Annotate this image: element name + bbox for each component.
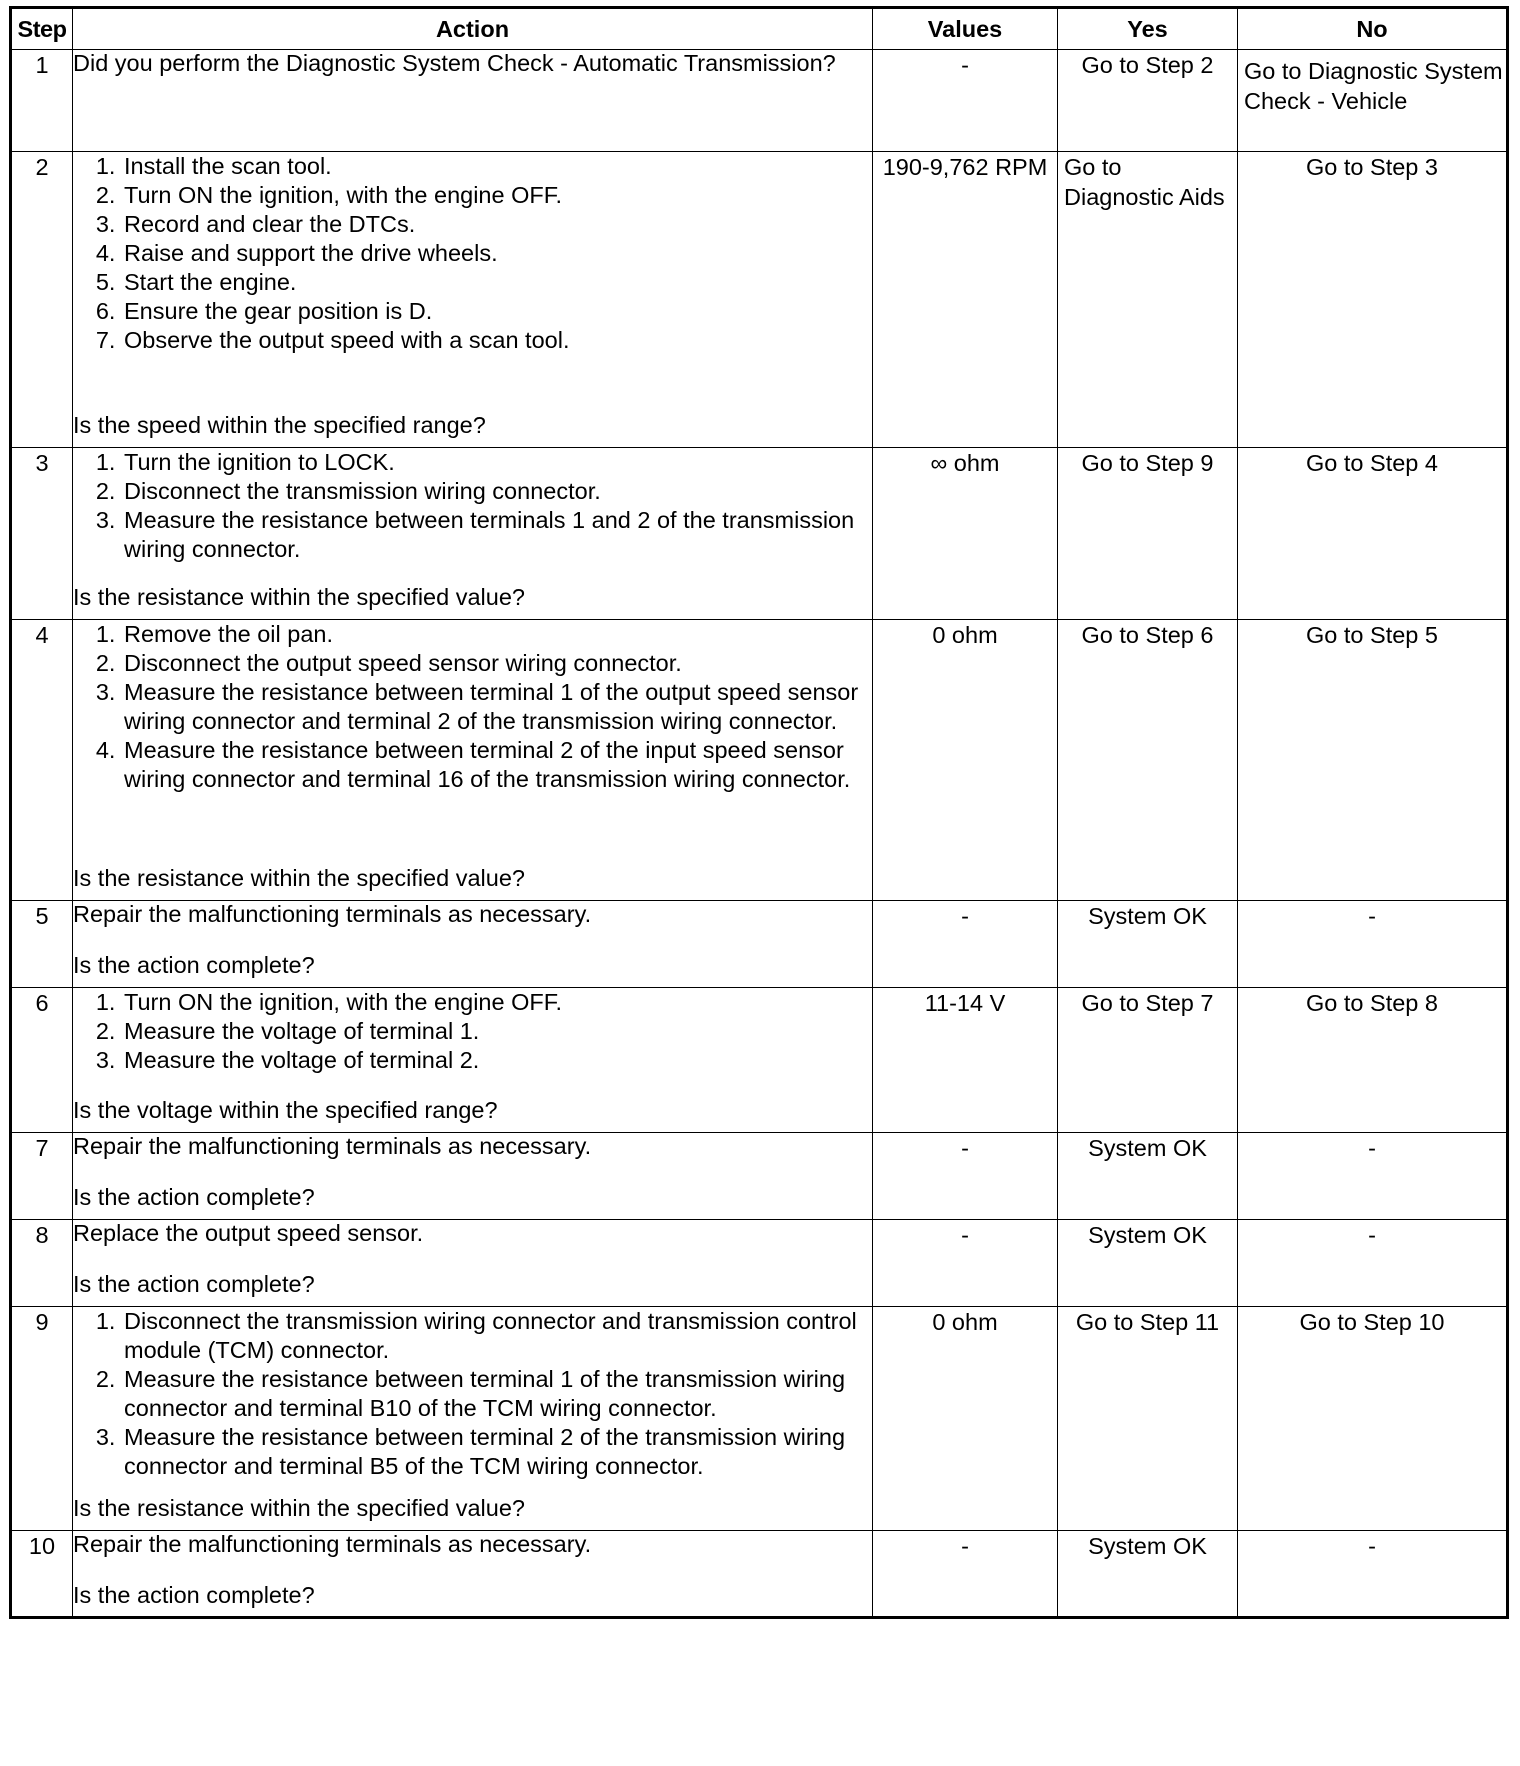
yes-cell: Go to Step 9 [1058,448,1238,620]
diagnostic-table [9,6,1509,1619]
action-intro: Repair the malfunctioning terminals as necessary. [73,1133,592,1159]
no-cell: Go to Diagnostic System Check - Vehicle [1238,50,1508,152]
step-number: 8 [11,1220,73,1307]
step-number: 6 [11,988,73,1133]
table-row [11,1220,1508,1307]
yes-cell: Go to Step 7 [1058,988,1238,1133]
yes-cell: Go to Step 6 [1058,620,1238,901]
values-cell: ∞ ohm [873,448,1058,620]
table-row [11,901,1508,988]
action-question: Is the resistance within the specified value? [73,1495,525,1521]
action-intro: Repair the malfunctioning terminals as necessary. [73,1531,592,1557]
action-step-item: 2. Measure the voltage of terminal 1. [122,1017,872,1046]
yes-cell: System OK [1058,1220,1238,1307]
action-question: Is the speed within the specified range? [73,412,486,438]
no-cell: - [1238,1133,1508,1220]
action-cell [73,901,873,988]
header-values: Values [873,8,1058,50]
step-number: 2 [11,152,73,448]
header-step: Step [11,8,73,50]
values-cell: 190-9,762 RPM [873,152,1058,448]
yes-cell: Go to Step 2 [1058,50,1238,152]
table-row [11,50,1508,152]
table-row [11,1133,1508,1220]
header-yes: Yes [1058,8,1238,50]
action-step-item: 1. Turn the ignition to LOCK. [122,448,872,477]
yes-cell: Go to Diagnostic Aids [1058,152,1238,448]
no-cell: Go to Step 10 [1238,1307,1508,1531]
action-step-item: 3. Record and clear the DTCs. [122,210,872,239]
action-question: Is the resistance within the specified value? [73,865,525,891]
step-number: 10 [11,1531,73,1618]
action-steps-list [73,152,872,355]
yes-cell: System OK [1058,1531,1238,1618]
action-cell [73,988,873,1133]
header-action: Action [73,8,873,50]
action-question: Is the voltage within the specified range? [73,1097,498,1123]
values-cell: 0 ohm [873,620,1058,901]
action-step-item: 4. Measure the resistance between terminal 2 of the input speed sensor wiring connector and terminal 16 of the transmission wiring connector. [122,736,872,794]
action-cell [73,152,873,448]
yes-cell: System OK [1058,901,1238,988]
table-row [11,448,1508,620]
action-step-item: 3. Measure the resistance between terminal 1 of the output speed sensor wiring connector and terminal 2 of the transmission wiring connector. [122,678,872,736]
values-cell: - [873,1531,1058,1618]
action-question: Is the action complete? [73,952,315,978]
action-step-item: 4. Raise and support the drive wheels. [122,239,872,268]
action-intro: Replace the output speed sensor. [73,1220,424,1246]
no-cell: Go to Step 3 [1238,152,1508,448]
action-intro: Did you perform the Diagnostic System Check - Automatic Transmission? [73,50,836,76]
no-cell: Go to Step 8 [1238,988,1508,1133]
step-number: 1 [11,50,73,152]
action-cell [73,1220,873,1307]
action-step-item: 7. Observe the output speed with a scan tool. [122,326,872,355]
action-question: Is the resistance within the specified value? [73,584,525,610]
action-cell [73,1133,873,1220]
step-number: 9 [11,1307,73,1531]
no-cell: Go to Step 4 [1238,448,1508,620]
action-steps-list [73,448,872,564]
action-question: Is the action complete? [73,1271,315,1297]
action-step-item: 3. Measure the resistance between terminals 1 and 2 of the transmission wiring connector. [122,506,872,564]
values-cell: - [873,50,1058,152]
no-cell: Go to Step 5 [1238,620,1508,901]
action-step-item: 2. Disconnect the transmission wiring connector. [122,477,872,506]
action-step-item: 2. Disconnect the output speed sensor wiring connector. [122,649,872,678]
action-question: Is the action complete? [73,1184,315,1210]
no-cell: - [1238,1531,1508,1618]
action-step-item: 5. Start the engine. [122,268,872,297]
action-step-item: 3. Measure the voltage of terminal 2. [122,1046,872,1075]
action-step-item: 1. Remove the oil pan. [122,620,872,649]
action-step-item: 2. Turn ON the ignition, with the engine OFF. [122,181,872,210]
no-cell: - [1238,1220,1508,1307]
values-cell: - [873,901,1058,988]
step-number: 5 [11,901,73,988]
step-number: 7 [11,1133,73,1220]
action-steps-list [73,620,872,794]
action-step-item: 1. Disconnect the transmission wiring connector and transmission control module (TCM) connector. [122,1307,872,1365]
yes-cell: Go to Step 11 [1058,1307,1238,1531]
action-step-item: 1. Install the scan tool. [122,152,872,181]
table-row [11,988,1508,1133]
header-row [11,8,1508,50]
values-cell: - [873,1133,1058,1220]
action-intro: Repair the malfunctioning terminals as necessary. [73,901,592,927]
no-cell: - [1238,901,1508,988]
step-number: 3 [11,448,73,620]
values-cell: 11-14 V [873,988,1058,1133]
action-cell [73,1307,873,1531]
action-step-item: 2. Measure the resistance between terminal 1 of the transmission wiring connector and terminal B10 of the TCM wiring connector. [122,1365,872,1423]
action-cell [73,448,873,620]
table-row [11,620,1508,901]
table-row [11,1531,1508,1618]
action-cell [73,620,873,901]
table-row [11,1307,1508,1531]
header-no: No [1238,8,1508,50]
action-step-item: 3. Measure the resistance between terminal 2 of the transmission wiring connector and terminal B5 of the TCM wiring connector. [122,1423,872,1481]
action-cell [73,50,873,152]
action-step-item: 1. Turn ON the ignition, with the engine OFF. [122,988,872,1017]
diagnostic-table-container [9,6,1509,1619]
values-cell: - [873,1220,1058,1307]
action-question: Is the action complete? [73,1582,315,1608]
action-steps-list [73,988,872,1075]
values-cell: 0 ohm [873,1307,1058,1531]
action-cell [73,1531,873,1618]
step-number: 4 [11,620,73,901]
action-steps-list [73,1307,872,1481]
yes-cell: System OK [1058,1133,1238,1220]
action-step-item: 6. Ensure the gear position is D. [122,297,872,326]
table-row [11,152,1508,448]
